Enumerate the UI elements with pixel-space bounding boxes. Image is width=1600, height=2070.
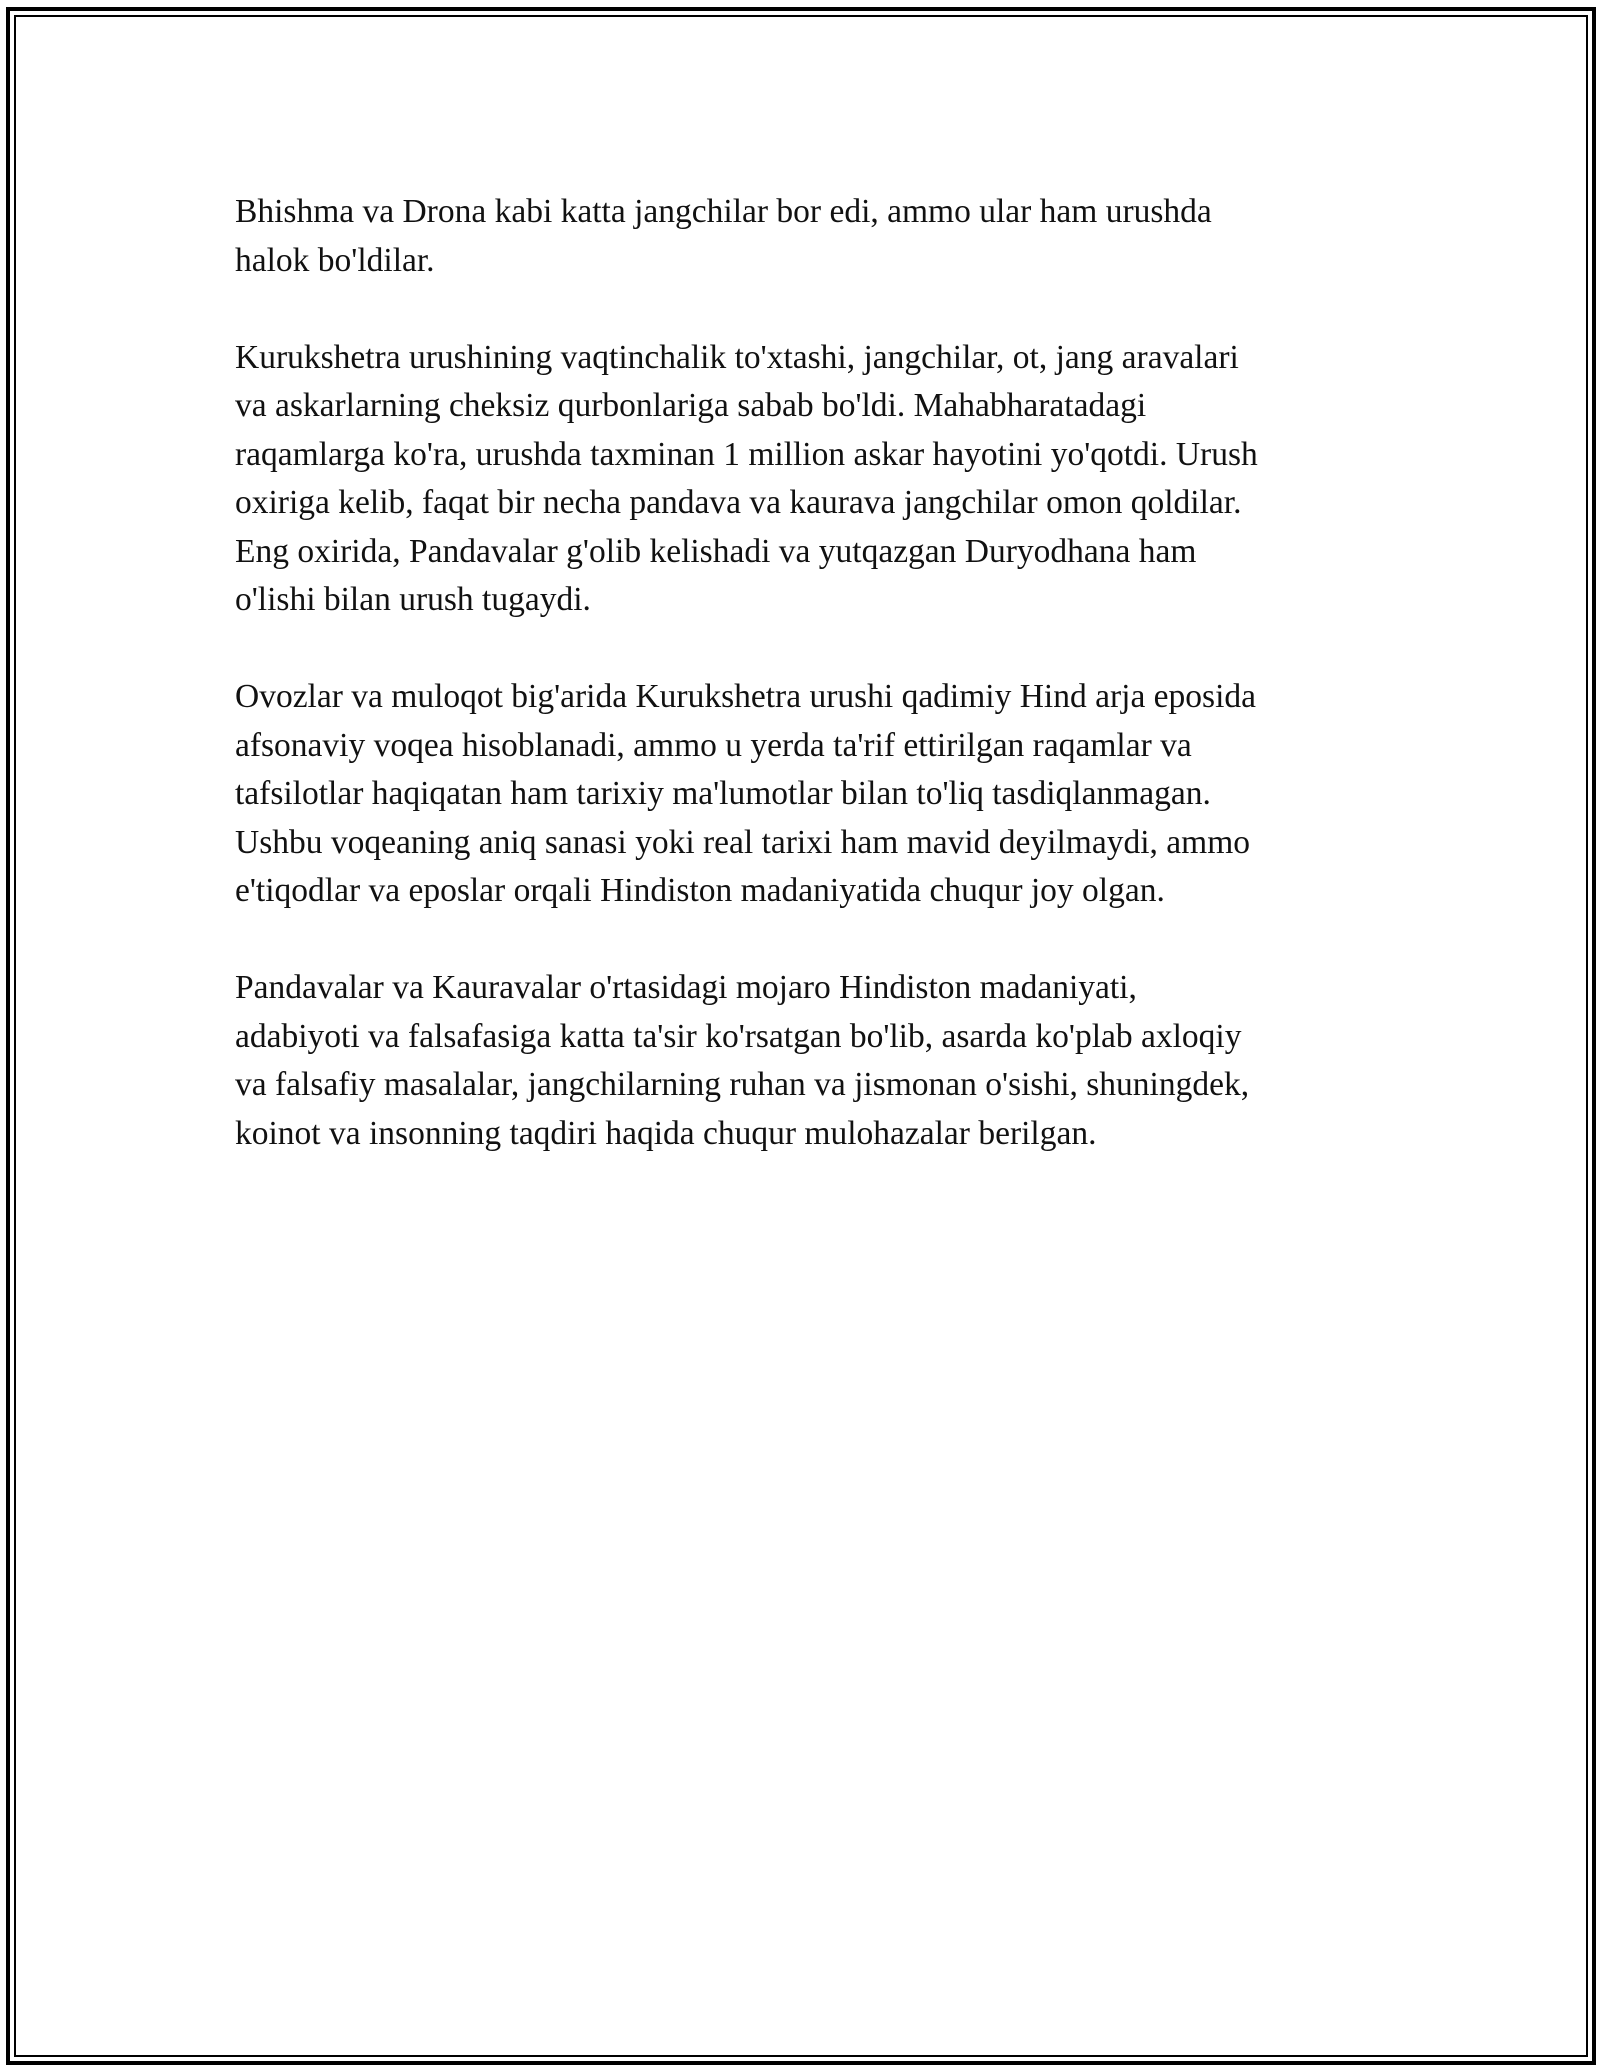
paragraph-2: Kurukshetra urushining vaqtinchalik to'xtashi, jangchilar, ot, jang aravalari va askarlarning cheksiz qurbonlariga sabab bo'ldi. Mahabharatadagi raqamlarga ko'ra, urushda taxminan 1 million askar hayotini yo'qotdi. Urush oxiriga kelib, faqat bir necha pandava va kaurava jangchilar omon qoldilar. Eng oxirida, Pandavalar g'olib kelishadi va yutqazgan Duryodhana ham o'lishi bilan urush tugaydi. xyxy=(235,338,1258,618)
paragraph-4: Pandavalar va Kauravalar o'rtasidagi mojaro Hindiston madaniyati, adabiyoti va falsafasiga katta ta'sir ko'rsatgan bo'lib, asarda ko'plab axloqiy va falsafiy masalalar, jangchilarning ruhan va jismonan o'sishi, shuningdek, koinot va insonning taqdiri haqida chuqur mulohazalar berilgan. xyxy=(235,969,1250,1152)
paragraph-1: Bhishma va Drona kabi katta jangchilar bor edi, ammo ular ham urushda halok bo'ldilar. xyxy=(235,193,1212,279)
paragraph-3: Ovozlar va muloqot big'arida Kurukshetra urushi qadimiy Hind arja eposida afsonaviy voqea hisoblanadi, ammo u yerda ta'rif ettirilgan raqamlar va tafsilotlar haqiqatan ham tarixiy ma'lumotlar bilan to'liq tasdiqlanmagan. Ushbu voqeaning aniq sanasi yoki real tarixi ham mavid deyilmaydi, ammo e'tiqodlar va eposlar orqali Hindiston madaniyatida chuqur joy olgan. xyxy=(235,678,1257,909)
document-body xyxy=(235,188,1365,1207)
